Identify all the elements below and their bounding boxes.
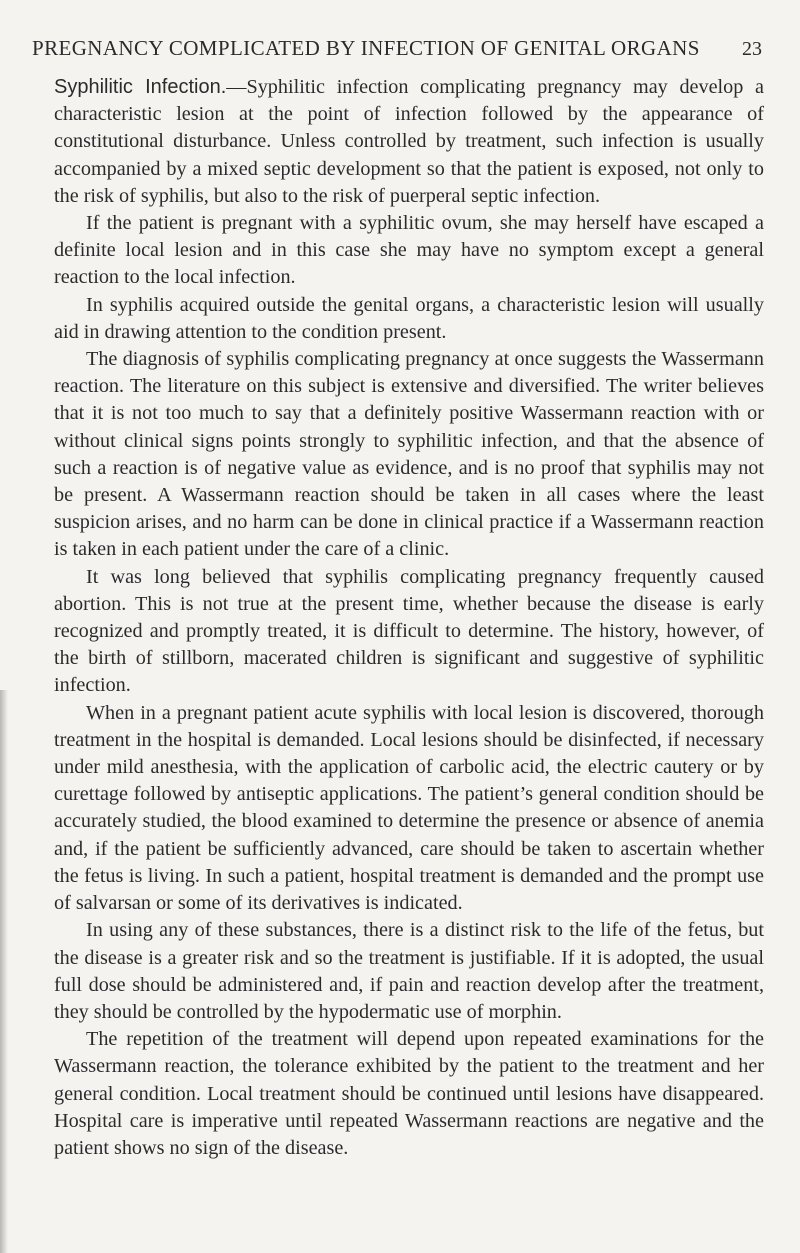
paragraph: The repetition of the treatment will depend upon repeated examinations for the Wassermann reaction, the tolerance exhibited by the patient to the treatment and her general condition. Local treatment should be continued until lesions have disappeared. Hospital care is imperative until repeated Wassermann reactions are negative and the patient shows no sign of the disease.: [54, 1028, 764, 1159]
page-edge-shadow: [0, 690, 8, 1253]
paragraph: In using any of these substances, there is a distinct risk to the life of the fetus, but the disease is a greater risk and so the treatment is justifiable. If it is adopted, the usual full dose should be administered and, if pain and reaction develop after the treatment, they should be controlled by the hypodermatic use of morphin.: [54, 919, 764, 1023]
paragraph: The diagnosis of syphilis complicating pregnancy at once suggests the Wassermann reaction. The literature on this subject is extensive and diversified. The writer believes that it is not too much to say that a definitely positive Wassermann reaction with or without clinical signs points strongly to syphilitic infection, and that the absence of such a reaction is of negative value as evidence, and is no proof that syphilis may not be present. A Wassermann reaction should be taken in all cases where the least suspicion arises, and no harm can be done in clinical practice if a Wassermann reaction is taken in each patient under the care of a clinic.: [54, 348, 764, 561]
running-head: PREGNANCY COMPLICATED BY INFECTION OF GENITAL ORGANS: [32, 36, 700, 60]
page-header: [32, 36, 762, 61]
paragraph: It was long believed that syphilis complicating pregnancy frequently caused abortion. This is not true at the present time, whether because the disease is early recognized and promptly treated, it is difficult to determine. The history, however, of the birth of stillborn, macerated children is significant and suggestive of syphilitic infection.: [54, 565, 764, 697]
body-text: [54, 74, 764, 1162]
paragraph: If the patient is pregnant with a syphilitic ovum, she may herself have escaped a definite local lesion and in this case she may have no symptom except a general reaction to the local infection.: [54, 212, 764, 289]
section-lead-text: —Syphilitic infection complicating pregnancy may develop a characteristic lesion at the point of infection followed by the appearance of constitutional disturbance. Unless controlled by treatment, such infection is usually accompanied by a mixed septic development so that the patient is exposed, not only to the risk of syphilis, but also to the risk of puerperal septic infection.: [54, 76, 764, 207]
paragraph: In syphilis acquired outside the genital organs, a characteristic lesion will usually aid in drawing attention to the condition present.: [54, 293, 764, 343]
page-number: 23: [742, 38, 762, 60]
section-title: Syphilitic Infection.: [54, 76, 227, 98]
paragraph: When in a pregnant patient acute syphilis with local lesion is discovered, thorough treatment in the hospital is demanded. Local lesions should be disinfected, if necessary under mild anesthesia, with the application of carbolic acid, the electric cautery or by curettage followed by antiseptic applications. The patient’s general condition should be accurately studied, the blood examined to determine the presence or absence of anemia and, if the patient be sufficiently advanced, care should be taken to ascertain whether the fetus is living. In such a patient, hospital treatment is demanded and the prompt use of salvarsan or some of its derivatives is indicated.: [54, 701, 764, 915]
section-opening-paragraph: [54, 74, 764, 210]
